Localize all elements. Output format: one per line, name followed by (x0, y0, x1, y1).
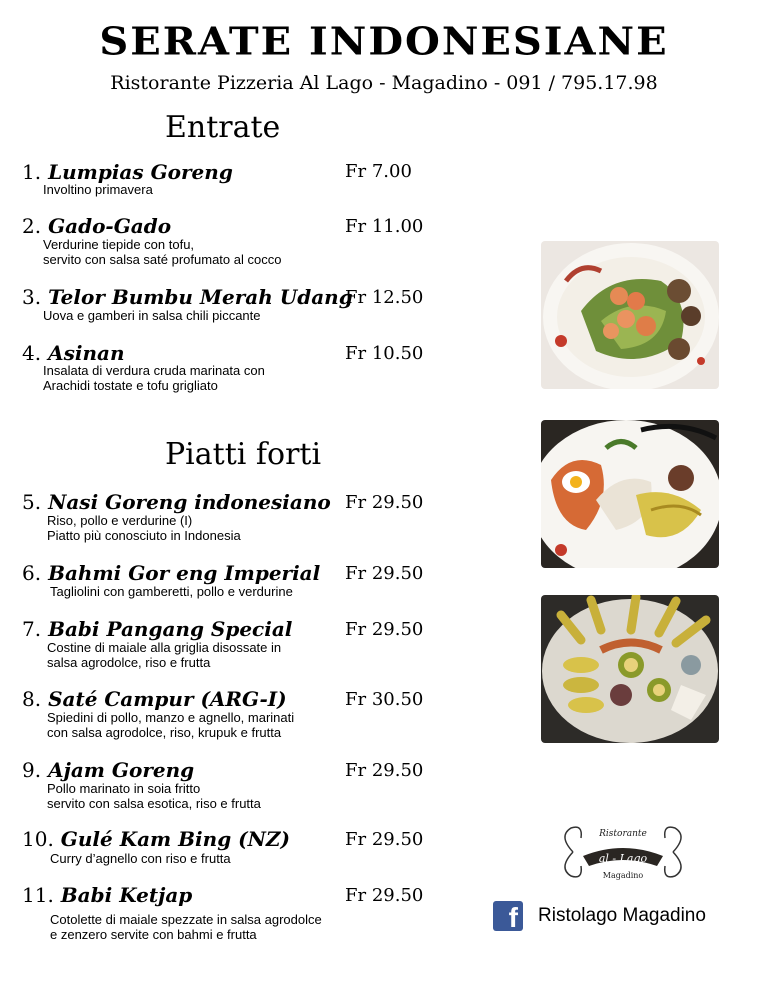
menu-item-description: Curry d’agnello con riso e frutta (50, 851, 231, 866)
food-photo-shrimp-salad (541, 241, 719, 389)
menu-item-name: 5. Nasi Goreng indonesiano (22, 490, 331, 514)
section-heading-entrate: Entrate (165, 110, 281, 145)
menu-item-description: Verdurine tiepide con tofu, servito con salsa saté profumato al cocco (43, 237, 282, 267)
menu-item-description: Costine di maiale alla griglia disossate in salsa agrodolce, riso e frutta (47, 640, 282, 670)
logo-text-magadino: Magadino (602, 871, 644, 880)
menu-item-price: Fr 29.50 (345, 563, 424, 584)
menu-item-name: 10. Gulé Kam Bing (NZ) (22, 827, 290, 851)
menu-item-price: Fr 29.50 (345, 492, 424, 513)
menu-item-description: Tagliolini con gamberetti, pollo e verdurine (50, 584, 293, 599)
section-heading-piatti-forti: Piatti forti (165, 437, 322, 472)
menu-item-name: 2. Gado-Gado (22, 214, 172, 238)
menu-item-price: Fr 29.50 (345, 619, 424, 640)
menu-item-name: 1. Lumpias Goreng (22, 160, 233, 184)
page-subtitle: Ristorante Pizzeria Al Lago - Magadino - 091 / 795.17.98 (110, 72, 658, 94)
food-photo-fruit-platter (541, 595, 719, 743)
menu-item-name: 3. Telor Bumbu Merah Udang (22, 285, 353, 309)
menu-item-description: Insalata di verdura cruda marinata con Arachidi tostate e tofu grigliato (43, 363, 265, 393)
menu-item-price: Fr 30.50 (345, 689, 424, 710)
facebook-page-label[interactable]: Ristolago Magadino (538, 905, 706, 926)
menu-item-price: Fr 12.50 (345, 287, 424, 308)
menu-item-name: 9. Ajam Goreng (22, 758, 195, 782)
menu-item-description: Uova e gamberi in salsa chili piccante (43, 308, 261, 323)
menu-item-name: 11. Babi Ketjap (22, 883, 193, 907)
menu-item-name: 7. Babi Pangang Special (22, 617, 293, 641)
menu-item-name: 4. Asinan (22, 341, 125, 365)
restaurant-logo (553, 818, 693, 886)
menu-item-description: Cotolette di maiale spezzate in salsa agrodolce e zenzero servite con bahmi e frutta (50, 912, 322, 942)
menu-item-description: Involtino primavera (43, 182, 153, 197)
menu-item-description: Spiedini di pollo, manzo e agnello, marinati con salsa agrodolce, riso, krupuk e frutta (47, 710, 295, 740)
logo-text-al-lago: al - Lago (598, 852, 648, 865)
menu-item-price: Fr 7.00 (345, 161, 412, 182)
facebook-icon[interactable]: f (493, 901, 523, 931)
menu-item-description: Riso, pollo e verdurine (I) Piatto più conosciuto in Indonesia (47, 513, 241, 543)
menu-item-name: 8. Saté Campur (ARG-I) (22, 687, 287, 711)
logo-text-ristorante: Ristorante (599, 829, 647, 839)
menu-item-price: Fr 10.50 (345, 343, 424, 364)
menu-item-price: Fr 29.50 (345, 885, 424, 906)
menu-item-name: 6. Bahmi Gor eng Imperial (22, 561, 321, 585)
menu-item-price: Fr 29.50 (345, 829, 424, 850)
page-title: SERATE INDONESIANE (99, 19, 669, 64)
food-photo-nasi-goreng (541, 420, 719, 568)
menu-item-price: Fr 11.00 (345, 216, 424, 237)
menu-item-price: Fr 29.50 (345, 760, 424, 781)
menu-item-description: Pollo marinato in soia fritto servito con salsa esotica, riso e frutta (47, 781, 261, 811)
